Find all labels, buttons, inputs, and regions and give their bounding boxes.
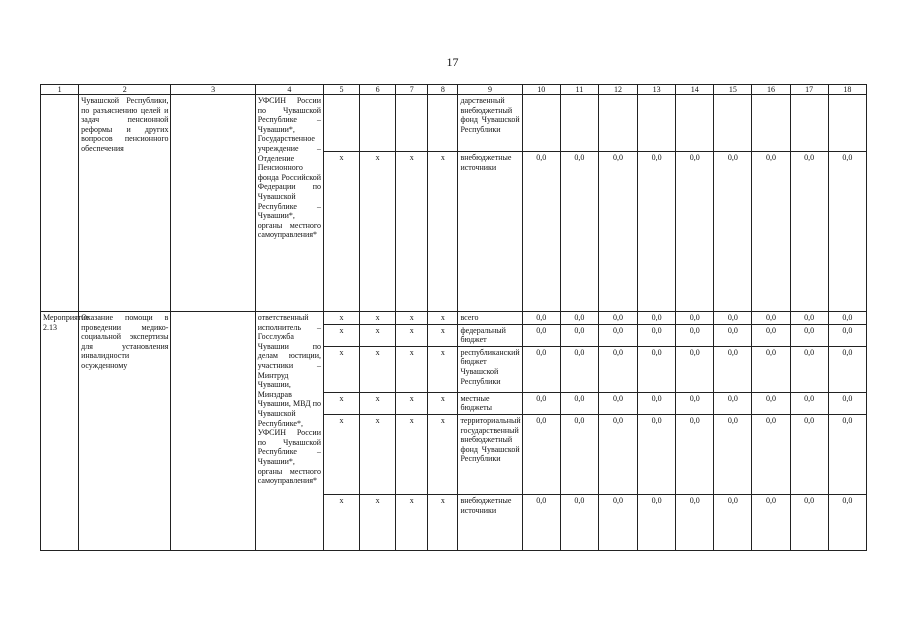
measure-number: Мероприятие 2.13 — [41, 312, 79, 551]
value-cell: 0,0 — [676, 494, 714, 550]
measure-description: Оказание помощи в проведении медико-социальной экспертизы для установления инвалидности осужденному — [79, 312, 171, 551]
x-cell: x — [323, 414, 359, 494]
column-number: 3 — [171, 85, 255, 95]
value-cell: 0,0 — [598, 324, 637, 346]
funding-source: территориальный государственный внебюджетный фонд Чувашской Республики — [458, 414, 522, 494]
x-cell: x — [323, 152, 359, 312]
value-cell — [638, 95, 676, 152]
x-cell: x — [323, 324, 359, 346]
value-cell: 0,0 — [828, 494, 866, 550]
x-cell: x — [360, 346, 396, 392]
value-cell: 0,0 — [828, 392, 866, 414]
funding-source: местные бюджеты — [458, 392, 522, 414]
x-cell: x — [360, 324, 396, 346]
value-cell: 0,0 — [598, 392, 637, 414]
value-cell: 0,0 — [752, 324, 790, 346]
value-cell: 0,0 — [638, 494, 676, 550]
x-cell: x — [360, 152, 396, 312]
funding-source: дарственный внебюджетный фонд Чувашской Республики — [458, 95, 522, 152]
x-cell: x — [428, 414, 458, 494]
value-cell: 0,0 — [560, 392, 598, 414]
value-cell — [560, 95, 598, 152]
column-number-row — [41, 85, 867, 95]
value-cell — [790, 95, 828, 152]
value-cell — [522, 95, 560, 152]
column-number: 14 — [676, 85, 714, 95]
value-cell: 0,0 — [752, 152, 790, 312]
value-cell: 0,0 — [828, 152, 866, 312]
x-cell: x — [428, 494, 458, 550]
value-cell — [828, 95, 866, 152]
value-cell: 0,0 — [522, 494, 560, 550]
x-cell: x — [323, 392, 359, 414]
x-cell: x — [396, 152, 428, 312]
value-cell: 0,0 — [714, 346, 752, 392]
x-cell — [396, 95, 428, 152]
x-cell: x — [396, 392, 428, 414]
column-number: 12 — [598, 85, 637, 95]
value-cell: 0,0 — [828, 312, 866, 325]
measure-cell — [41, 95, 79, 312]
value-cell: 0,0 — [714, 152, 752, 312]
value-cell: 0,0 — [828, 414, 866, 494]
x-cell: x — [323, 346, 359, 392]
funding-source: всего — [458, 312, 522, 325]
x-cell: x — [428, 152, 458, 312]
value-cell — [598, 95, 637, 152]
empty-cell — [171, 95, 255, 312]
table-row — [41, 312, 867, 325]
column-number: 13 — [638, 85, 676, 95]
value-cell: 0,0 — [790, 392, 828, 414]
column-number: 18 — [828, 85, 866, 95]
value-cell: 0,0 — [714, 324, 752, 346]
column-number: 16 — [752, 85, 790, 95]
column-number: 2 — [79, 85, 171, 95]
x-cell: x — [396, 312, 428, 325]
value-cell: 0,0 — [790, 324, 828, 346]
value-cell: 0,0 — [560, 312, 598, 325]
value-cell: 0,0 — [522, 414, 560, 494]
column-number: 1 — [41, 85, 79, 95]
value-cell: 0,0 — [752, 414, 790, 494]
column-number: 15 — [714, 85, 752, 95]
value-cell: 0,0 — [676, 312, 714, 325]
value-cell: 0,0 — [714, 494, 752, 550]
funding-source: внебюджетные источники — [458, 152, 522, 312]
x-cell: x — [360, 392, 396, 414]
value-cell: 0,0 — [676, 414, 714, 494]
value-cell: 0,0 — [560, 324, 598, 346]
value-cell: 0,0 — [714, 414, 752, 494]
value-cell: 0,0 — [638, 346, 676, 392]
value-cell: 0,0 — [560, 152, 598, 312]
x-cell: x — [396, 346, 428, 392]
value-cell — [752, 95, 790, 152]
value-cell: 0,0 — [598, 494, 637, 550]
x-cell: x — [323, 494, 359, 550]
column-number: 17 — [790, 85, 828, 95]
x-cell — [428, 95, 458, 152]
value-cell: 0,0 — [752, 494, 790, 550]
value-cell: 0,0 — [790, 152, 828, 312]
funding-source: республиканский бюджет Чувашской Республики — [458, 346, 522, 392]
x-cell: x — [360, 494, 396, 550]
column-number: 5 — [323, 85, 359, 95]
value-cell: 0,0 — [598, 414, 637, 494]
value-cell: 0,0 — [522, 152, 560, 312]
budget-table — [40, 84, 867, 551]
x-cell: x — [428, 312, 458, 325]
x-cell: x — [396, 414, 428, 494]
measure-description: Чувашской Республики, по разъяснению целей и задач пенсионной реформы и других вопросов пенсионного обеспечения — [79, 95, 171, 312]
x-cell: x — [396, 324, 428, 346]
value-cell — [676, 95, 714, 152]
value-cell: 0,0 — [828, 324, 866, 346]
value-cell: 0,0 — [676, 152, 714, 312]
value-cell: 0,0 — [598, 312, 637, 325]
column-number: 10 — [522, 85, 560, 95]
value-cell: 0,0 — [752, 346, 790, 392]
value-cell: 0,0 — [790, 494, 828, 550]
value-cell: 0,0 — [522, 392, 560, 414]
value-cell: 0,0 — [522, 346, 560, 392]
column-number: 4 — [255, 85, 323, 95]
funding-source: внебюджетные источники — [458, 494, 522, 550]
value-cell: 0,0 — [638, 414, 676, 494]
value-cell: 0,0 — [676, 324, 714, 346]
x-cell — [323, 95, 359, 152]
value-cell: 0,0 — [560, 494, 598, 550]
value-cell: 0,0 — [790, 312, 828, 325]
value-cell: 0,0 — [598, 346, 637, 392]
value-cell: 0,0 — [560, 414, 598, 494]
table-row — [41, 95, 867, 152]
x-cell: x — [428, 392, 458, 414]
x-cell: x — [360, 414, 396, 494]
value-cell: 0,0 — [790, 414, 828, 494]
column-number: 6 — [360, 85, 396, 95]
empty-cell — [171, 312, 255, 551]
value-cell: 0,0 — [638, 324, 676, 346]
value-cell: 0,0 — [828, 346, 866, 392]
value-cell: 0,0 — [560, 346, 598, 392]
value-cell: 0,0 — [714, 312, 752, 325]
value-cell: 0,0 — [790, 346, 828, 392]
value-cell — [714, 95, 752, 152]
x-cell — [360, 95, 396, 152]
executors-cell: УФСИН России по Чувашской Республике – Чувашии*, Государственное учреждение – Отделение Пенсионного фонда Российской Федерации по Чувашской Республике – Чувашии*, органы местного самоуправления* — [255, 95, 323, 312]
page-number: 17 — [446, 55, 459, 69]
funding-source: федеральный бюджет — [458, 324, 522, 346]
value-cell: 0,0 — [598, 152, 637, 312]
x-cell: x — [323, 312, 359, 325]
value-cell: 0,0 — [638, 392, 676, 414]
column-number: 11 — [560, 85, 598, 95]
value-cell: 0,0 — [676, 346, 714, 392]
value-cell: 0,0 — [714, 392, 752, 414]
x-cell: x — [360, 312, 396, 325]
value-cell: 0,0 — [638, 152, 676, 312]
column-number: 8 — [428, 85, 458, 95]
column-number: 7 — [396, 85, 428, 95]
column-number: 9 — [458, 85, 522, 95]
value-cell: 0,0 — [522, 324, 560, 346]
value-cell: 0,0 — [752, 312, 790, 325]
executors-cell: ответственный исполнитель – Госслужба Чувашии по делам юстиции, участники – Минтруд Чувашии, Минздрав Чувашии, МВД по Чувашской Республике*, УФСИН России по Чувашской Республике – Чувашии*, органы местного самоуправления* — [255, 312, 323, 551]
value-cell: 0,0 — [676, 392, 714, 414]
x-cell: x — [428, 324, 458, 346]
value-cell: 0,0 — [522, 312, 560, 325]
value-cell: 0,0 — [638, 312, 676, 325]
x-cell: x — [396, 494, 428, 550]
x-cell: x — [428, 346, 458, 392]
value-cell: 0,0 — [752, 392, 790, 414]
